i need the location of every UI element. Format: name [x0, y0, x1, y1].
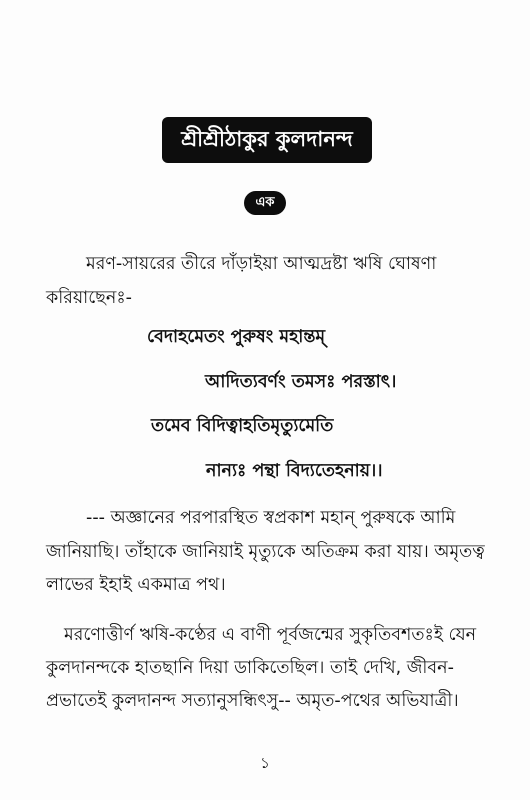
paragraph2-line1: --- অজ্ঞানের পরপারস্থিত স্বপ্রকাশ মহান্‌ পুরুষকে আমি: [86, 508, 456, 528]
paragraph3-line3: প্রভাতেই কুলদানন্দ সত্যানুসন্ধিৎসু-- অমৃত-পথের অভিযাত্রী।: [46, 691, 459, 711]
paragraph3-line1: মরণোত্তীর্ণ ঋষি-কণ্ঠের এ বাণী পূর্বজন্মের সুকৃতিবশতঃই যেন: [64, 625, 477, 645]
page-number: ১: [260, 754, 270, 772]
paragraph2-line3: লাভের ইহাই একমাত্র পথ।: [46, 575, 226, 595]
verse-line2: আদিত্যবর্ণং তমসঃ পরস্তাৎ।: [205, 372, 397, 392]
paragraph2-line2: জানিয়াছি। তাঁহাকে জানিয়াই মৃত্যুকে অতিক্রম করা যায়। অমৃতত্ব: [46, 542, 485, 562]
paragraph1-line1: মরণ-সায়রের তীরে দাঁড়াইয়া আত্মদ্রষ্টা ঋষি ঘোষণা: [86, 254, 437, 274]
verse-line3: তমেব বিদিত্বাহতিমৃত্যুমেতি: [151, 416, 334, 436]
paragraph1-line2: করিয়াছেনঃ-: [46, 288, 132, 308]
verse-line1: বেদাহমেতং পুরুষং মহান্তম্‌: [147, 327, 326, 347]
chapter-title-banner: শ্রীশ্রীঠাকুর কুলদানন্দ: [162, 117, 372, 163]
paragraph3-line2: কুলদানন্দকে হাতছানি দিয়া ডাকিতেছিল। তাই দেখি, জীবন-: [46, 658, 454, 678]
verse-line4: নান্যঃ পন্থা বিদ্যতেহনায়।।: [206, 461, 383, 481]
chapter-number-badge: এক: [244, 191, 286, 215]
